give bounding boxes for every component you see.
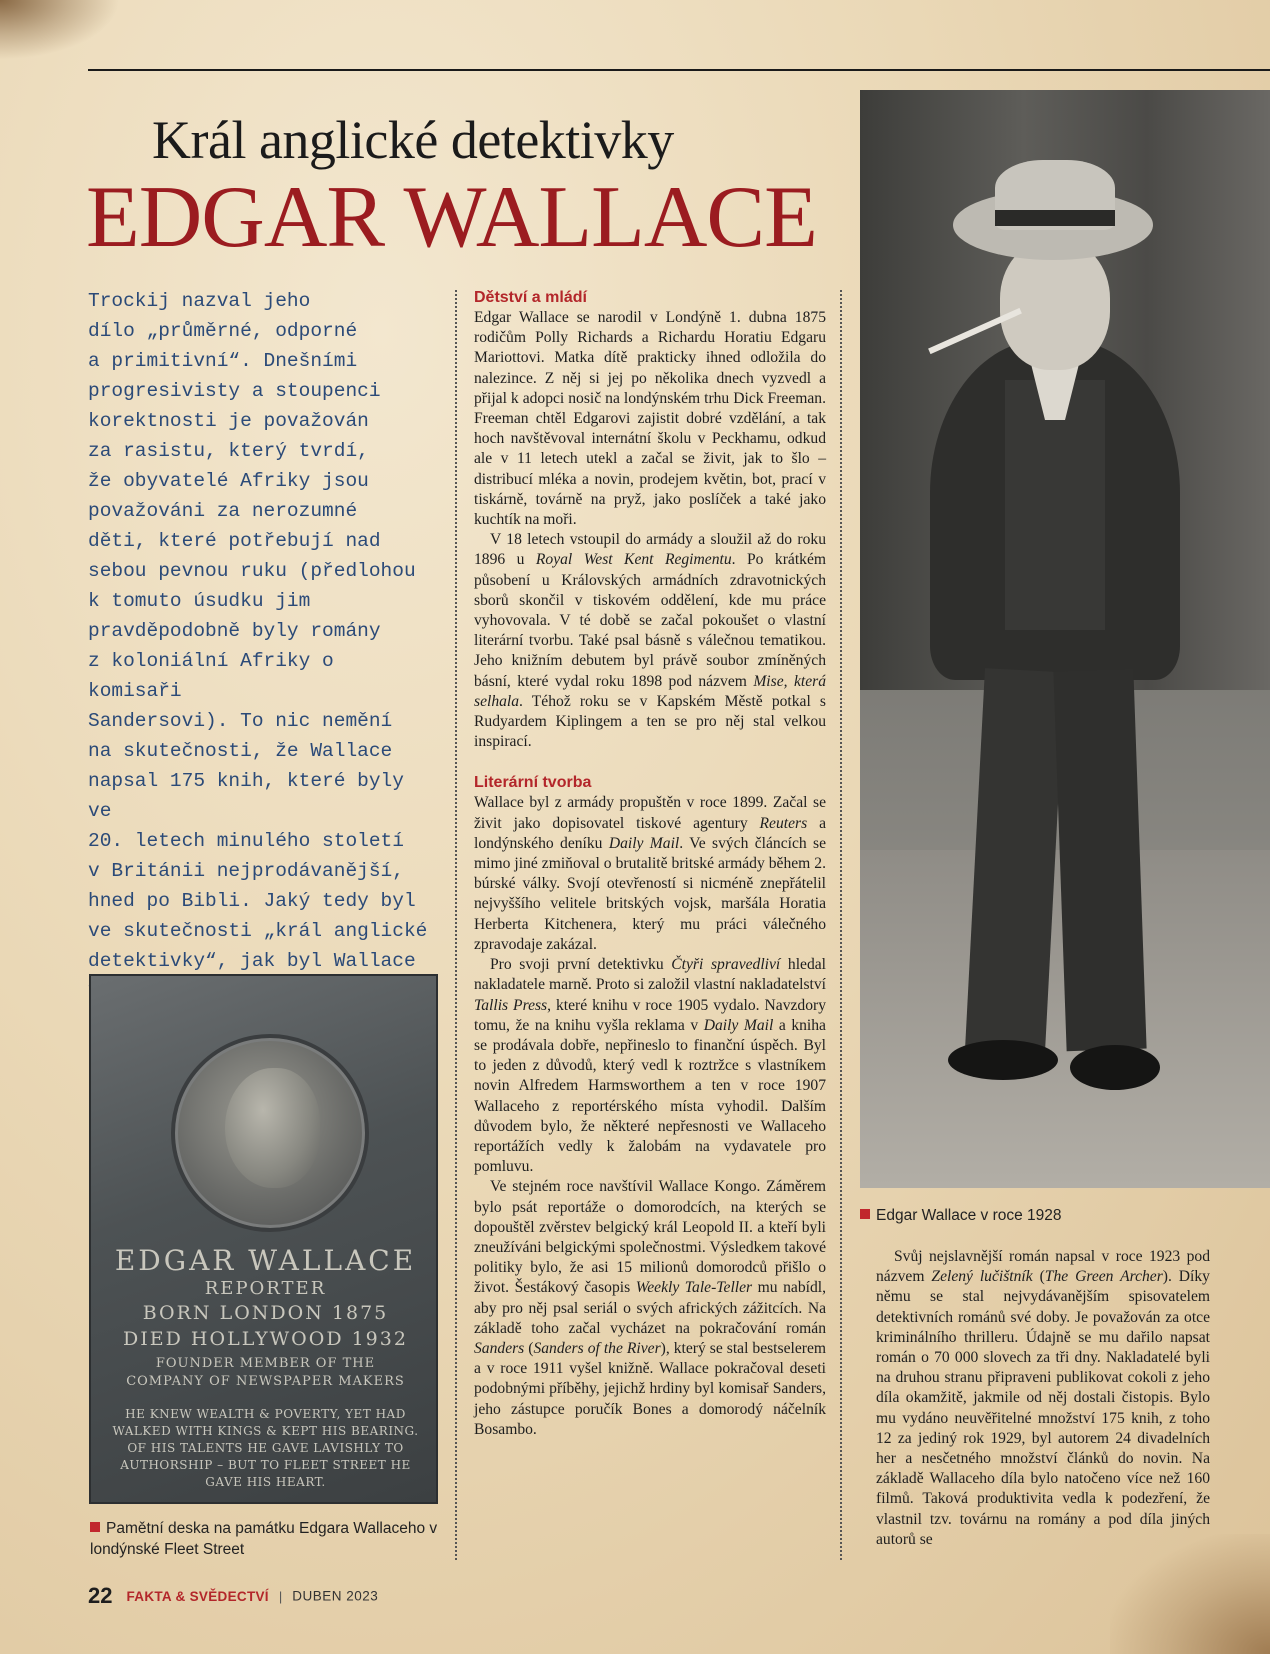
- plaque-name: EDGAR WALLACE: [114, 1244, 417, 1277]
- plaque-caption-text: Pamětní deska na památku Edgara Wallaceho v londýnské Fleet Street: [90, 1520, 438, 1558]
- photo-shoe-right: [1070, 1045, 1160, 1090]
- caption-marker-icon: [90, 1522, 100, 1532]
- photo-caption: [860, 1205, 1260, 1226]
- paragraph: Wallace byl z armády propuštěn v roce 1899. Začal se živit jako dopisovatel tiskové agentury Reuters a londýnského deníku Daily Mail. Ve svých článcích se mimo jiné zmiňoval o brutalitě britské armády během 2. búrské války. Svojí otevřeností si nicméně znepřátelil nejvyššího velitele britských vojsk, maršála Horatia Herberta Kitchenera, který mu práci válečného zpravodaje zakázal.: [474, 794, 827, 953]
- plaque-born: BORN LONDON 1875: [142, 1302, 389, 1324]
- paragraph: Edgar Wallace se narodil v Londýně 1. dubna 1875 rodičům Polly Richards a Richardu Horatiu Edgaru Mariottovi. Matka dítě prakticky ihned odložila do nalezince. Z něj si jej po několika dnech vyzvedl a přijal k adopci nosič na londýnském trhu Dick Freeman. Freeman chtěl Edgarovi zajistit dobré vzdělání, a tak hoch navštěvoval internátní školu v Peckhamu, odkud ale v 11 letech utekl a začal se živit, jak to šlo – distribucí mléka a novin, prodejem květin, bot, prací v tiskárně, továrně na pryž, jako poslíček a také jako kuchtík na moři.: [474, 309, 826, 529]
- plaque-role: REPORTER: [204, 1278, 327, 1299]
- column-divider-1: [455, 290, 457, 1560]
- lead-paragraph: Trockij nazval jeho dílo „průměrné, odporné a primitivní“. Dnešními progresivisty a stoupenci korektnosti je považován za rasistu, který tvrdí, že obyvatelé Afriky jsou považováni za nerozumné děti, které potřebují nad sebou pevnou ruku (předlohou k tomuto úsudku jim pravděpodobně byly romány z koloniální Afriky o komisaři Sandersovi). To nic nemění na skutečnosti, že Wallace napsal 175 knih, které byly ve 20. letech minulého století v Británii nejprodávanější, hned po Bibli. Jaký tedy byl ve skutečnosti „král anglické detektivky“, jak byl Wallace: [88, 290, 428, 972]
- paragraph: V 18 letech vstoupil do armády a sloužil až do roku 1896 u Royal West Kent Regimentu. Po krátkém působení u Královských armádních zdravotnických sborů skončil v tiskovém oddělení, kde mu práce vyhovovala. V té době se začal pokoušet o vlastní literární tvorbu. Také psal básně s válečnou tematikou. Jeho knižním debutem byl právě soubor zmíněných básní, které vydal roku 1898 pod názvem Mise, která selhala. Téhož roku se v Kapském Městě potkal s Rudyardem Kiplingem a ten se pro něj stal velkou inspirací.: [474, 531, 826, 751]
- paragraph: Pro svoji první detektivku Čtyři spravedliví hledal nakladatele marně. Proto si založil vlastní nakladatelství Tallis Press, které knihu v roce 1905 vydalo. Navzdory tomu, že na knihu vyšla reklama v Daily Mail a kniha se prodávala dobře, nepřineslo to finanční úspěch. Byl to jeden z důvodů, který vedl k roztržce s vlastníkem novin Alfredem Harmsworthem a ten v roce 1907 Wallaceho z reportérského místa vyhodil. Dalším důvodem bylo, že některé nepřesnosti ve Wallaceho reportážích vedly k žalobám na vydavatele pro pomluvu.: [474, 956, 827, 1176]
- top-rule: [88, 69, 1270, 71]
- page-footer: [88, 1583, 378, 1613]
- paragraph: Ve stejném roce navštívil Wallace Kongo. Záměrem bylo psát reportáže o domorodcích, na kterých se dopouštěl zvěrstev belgický král Leopold II. a kteří byli zneužíváni belgickými společnostmi. Výsledkem takové politiky bylo, že asi 15 milionů domorodců přišlo o život. Šestákový časopis Weekly Tale-Teller mu nabídl, aby pro něj psal seriál o svých afrických zážitcích. Na základě toho začal vycházet na pokračování román Sanders (Sanders of the River), který se stal bestselerem a v roce 1911 vyšel knižně. Wallace pokračoval deseti podobnými příběhy, jejichž hrdiny byl komisař Sanders, jeho zástupce poručík Bones a domorodý náčelník Bosambo.: [474, 1178, 827, 1438]
- paper-stain-top-left: [0, 0, 120, 60]
- magazine-name: FAKTA & SVĚDECTVÍ: [126, 1588, 269, 1604]
- plaque-founder: FOUNDER MEMBER OF THE: [155, 1356, 376, 1371]
- headline: EDGAR WALLACE: [86, 169, 817, 266]
- wallace-1928-photo: [860, 90, 1270, 1188]
- article-column-3: [876, 1247, 1210, 1550]
- plaque-caption: [90, 1518, 440, 1560]
- plaque-died: DIED HOLLYWOOD 1932: [123, 1328, 408, 1350]
- kicker-title: Král anglické detektivky: [152, 110, 674, 170]
- caption-marker-icon: [860, 1209, 870, 1219]
- photo-shoe-left: [948, 1040, 1058, 1080]
- plaque-company: COMPANY OF NEWSPAPER MAKERS: [126, 1374, 405, 1389]
- plaque-epitaph: HE KNEW WEALTH & POVERTY, YET HAD WALKED WITH KINGS & KEPT HIS BEARING. OF HIS TALENTS HE GAVE LAVISHLY TO AUTHORSHIP – BUT TO FLEET STREET HE GAVE HIS HEART.: [112, 1407, 419, 1489]
- plaque-portrait-medallion: [171, 1034, 369, 1232]
- page-number: 22: [88, 1583, 113, 1608]
- article-column-2: [474, 288, 826, 1440]
- portrait-relief: [225, 1068, 320, 1188]
- column-divider-2: [840, 290, 842, 1560]
- photo-leg-right: [1053, 669, 1146, 1052]
- photo-caption-text: Edgar Wallace v roce 1928: [876, 1207, 1062, 1224]
- memorial-plaque-image: [89, 974, 438, 1504]
- footer-separator: |: [278, 1588, 283, 1604]
- photo-hat-band: [995, 210, 1115, 226]
- section-heading-childhood: Dětství a mládí: [474, 289, 587, 306]
- section-heading-literary-work: Literární tvorba: [474, 774, 592, 792]
- paragraph: Svůj nejslavnější román napsal v roce 1923 pod názvem Zelený lučištník (The Green Archer). Díky němu se stal nejvydávanějším spisovatelem detektivních románů své doby. Je považován za otce kriminálního thrilleru. Údajně se mu dařilo napsat román o 70 000 slovech za tři dny. Nakladatelé byli na druhou stranu připraveni publikovat cokoli z jeho díla okamžitě, jakmile od něj dostali čistopis. Bylo mu vydáno neuvěřitelné množství 175 knih, z toho 12 za jediný rok 1929, byl autorem 24 divadelních her a nesčetného množství článků do novin. Na základě Wallaceho díla bylo natočeno více než 160 filmů. Taková produktivita vedla k podezření, že vlastnil tzv. továrnu na romány a pod díla jiných autorů se: [876, 1248, 1210, 1548]
- paper-stain-bottom-right: [1110, 1534, 1270, 1654]
- issue-date: DUBEN 2023: [292, 1588, 379, 1604]
